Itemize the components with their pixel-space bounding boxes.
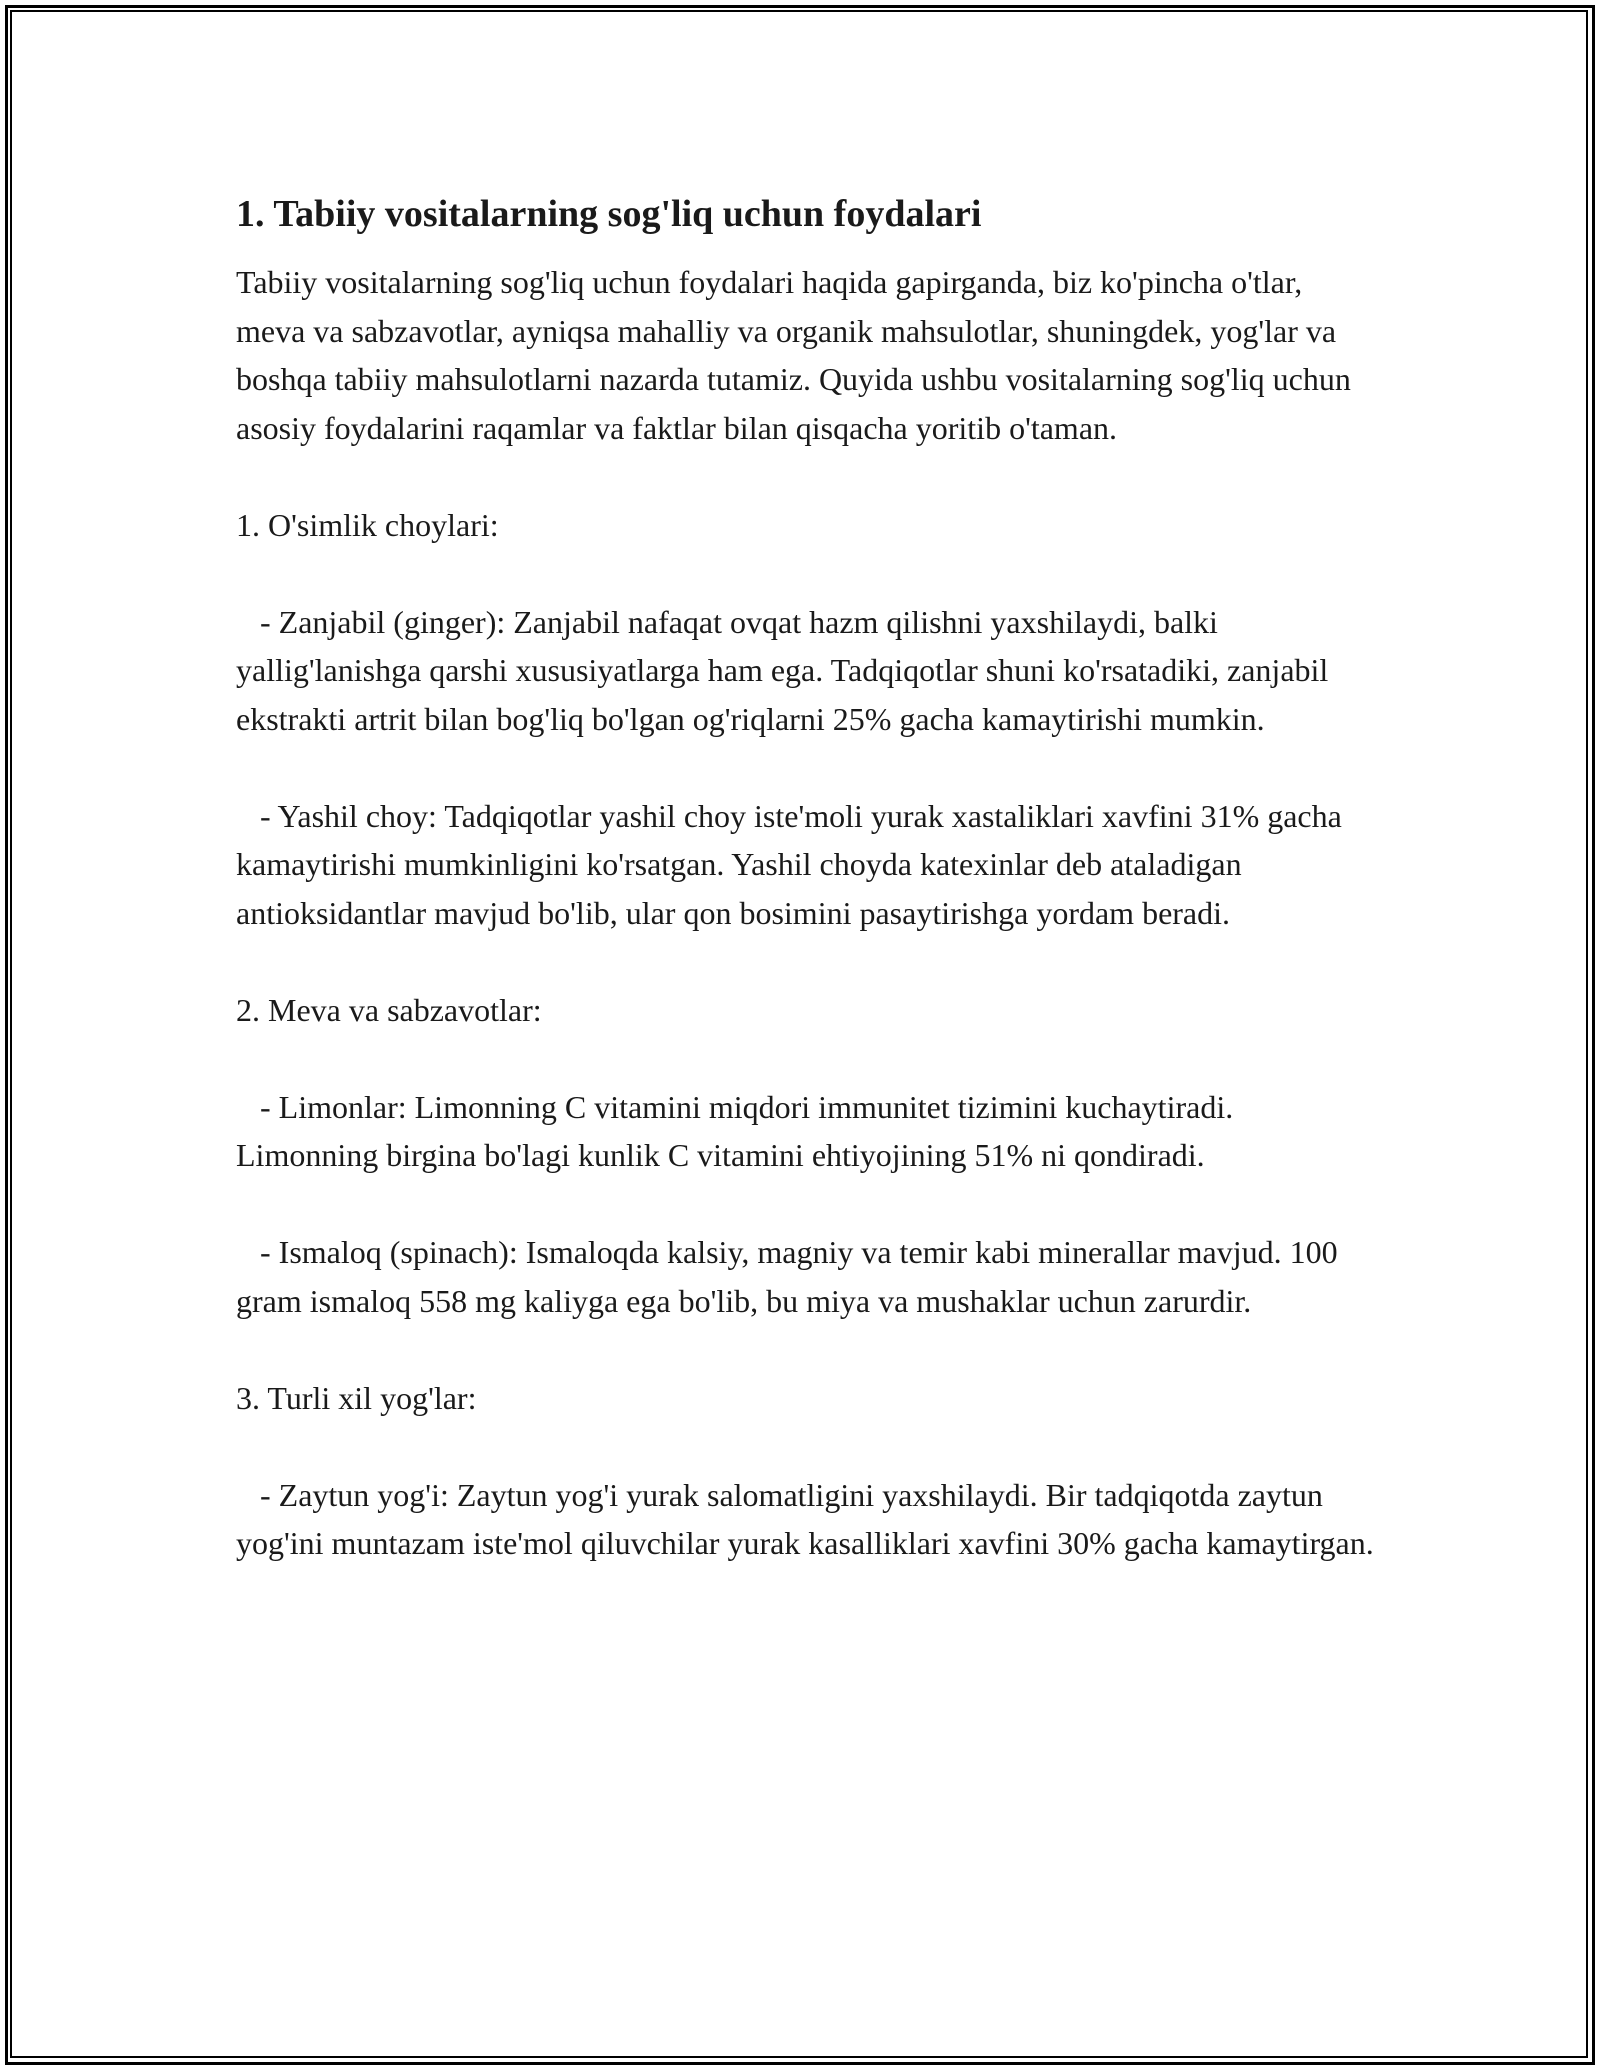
spacer [236,549,1376,598]
item-olive-oil [236,1471,1376,1568]
spacer [236,452,1376,501]
item-spinach-text: - Ismaloq (spinach): Ismaloqda kalsiy, magniy va temir kabi minerallar mavjud. 100 gram ismaloq 558 mg kaliyga ega bo'lib, bu miya va mushaklar uchun zarurdir. [236,1234,1338,1319]
spacer [236,1180,1376,1229]
section-heading-oils: 3. Turli xil yog'lar: [236,1379,477,1416]
spacer [236,937,1376,986]
item-green-tea-text: - Yashil choy: Tadqiqotlar yashil choy iste'moli yurak xastaliklari xavfini 31% gacha kamaytirishi mumkinligini ko'rsatgan. Yashil choyda katexinlar deb ataladigan antioksidantlar mavjud bo'lib, ular qon bosimini pasaytirishga yordam beradi. [236,797,1342,931]
intro-paragraph: Tabiiy vositalarning sog'liq uchun foydalari haqida gapirganda, biz ko'pincha o'tlar, meva va sabzavotlar, ayniqsa mahalliy va organik mahsulotlar, shuningdek, yog'lar va boshqa tabiiy mahsulotlarni nazarda tutamiz. Quyida ushbu vositalarning sog'liq uchun asosiy foydalarini raqamlar va faktlar bilan qisqacha yoritib o'taman. [236,264,1351,446]
item-ginger-text: - Zanjabil (ginger): Zanjabil nafaqat ovqat hazm qilishni yaxshilaydi, balki yallig'lanishga qarshi xususiyatlarga ham ega. Tadqiqotlar shuni ko'rsatadiki, zanjabil ekstrakti artrit bilan bog'liq bo'lgan og'riqlarni 25% gacha kamaytirishi mumkin. [236,603,1329,737]
item-olive-oil-text: - Zaytun yog'i: Zaytun yog'i yurak salomatligini yaxshilaydi. Bir tadqiqotda zaytun yog'ini muntazam iste'mol qiluvchilar yurak kasalliklari xavfini 30% gacha kamaytirgan. [236,1476,1374,1561]
section-heading-fruits-vegetables: 2. Meva va sabzavotlar: [236,991,542,1028]
item-lemons [236,1083,1376,1180]
item-spinach [236,1228,1376,1325]
item-lemons-text: - Limonlar: Limonning C vitamini miqdori immunitet tizimini kuchaytiradi. Limonning birgina bo'lagi kunlik C vitamini ehtiyojining 51% ni qondiradi. [236,1088,1234,1173]
spacer [236,1325,1376,1374]
spacer [236,1034,1376,1083]
document-title: 1. Tabiiy vositalarning sog'liq uchun foydalari [236,193,982,235]
spacer [236,743,1376,792]
section-heading-herbal-teas: 1. O'simlik choylari: [236,506,499,543]
item-ginger [236,598,1376,744]
document-body [236,186,1376,1568]
item-green-tea [236,792,1376,938]
spacer [236,1422,1376,1471]
